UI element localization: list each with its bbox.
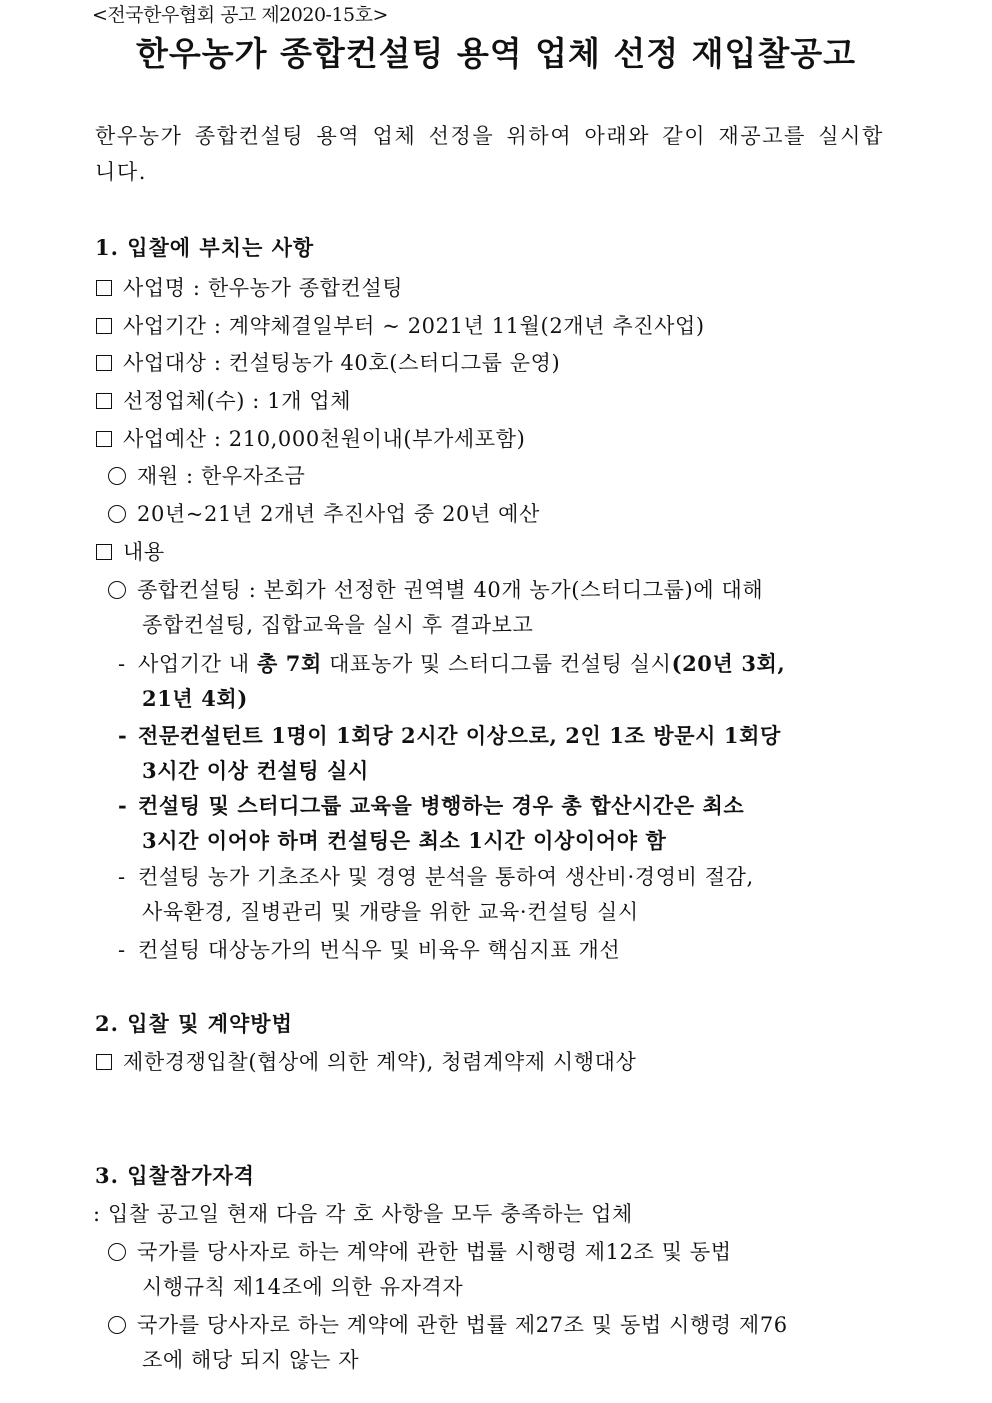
square-bullet-icon	[96, 393, 112, 409]
dash-bullet-icon: -	[118, 723, 128, 748]
detail-item-2-continuation: 3시간 이상 컨설팅 실시	[142, 758, 369, 783]
contract-method-item: 제한경쟁입찰(협상에 의한 계약), 청렴계약제 시행대상	[96, 1046, 636, 1076]
project-target-item: 사업대상 : 컨설팅농가 40호(스터디그룹 운영)	[96, 347, 560, 377]
section3-heading: 3. 입찰참가자격	[95, 1163, 255, 1188]
square-bullet-icon	[96, 1054, 112, 1070]
budget-source-item: 재원 : 한우자조금	[108, 460, 305, 490]
circle-bullet-icon	[108, 505, 126, 523]
selected-count-item: 선정업체(수) : 1개 업체	[96, 385, 351, 415]
square-bullet-icon	[96, 280, 112, 296]
qualification-item-2-continuation: 조에 해당 되지 않는 자	[142, 1348, 360, 1372]
content-main-item: 종합컨설팅 : 본회가 선정한 권역별 40개 농가(스터디그룹)에 대해	[108, 574, 763, 604]
dash-bullet-icon: -	[118, 865, 126, 889]
project-name-item: 사업명 : 한우농가 종합컨설팅	[96, 272, 403, 302]
section2-heading: 2. 입찰 및 계약방법	[95, 1011, 293, 1036]
detail-item-1-continuation: 21년 4회)	[142, 686, 248, 711]
qualification-lead: : 입찰 공고일 현재 다음 각 호 사항을 모두 충족하는 업체	[93, 1202, 633, 1226]
qualification-item-1-continuation: 시행규칙 제14조에 의한 유자격자	[142, 1275, 464, 1299]
dash-bullet-icon: -	[118, 652, 126, 676]
circle-bullet-icon	[108, 467, 126, 485]
detail-item-2: - 전문컨설턴트 1명이 1회당 2시간 이상으로, 2인 1조 방문시 1회당	[118, 723, 781, 748]
page-title: 한우농가 종합컨설팅 용역 업체 선정 재입찰공고	[135, 34, 856, 73]
circle-bullet-icon	[108, 581, 126, 599]
intro-paragraph: 한우농가 종합컨설팅 용역 업체 선정을 위하여 아래와 같이 재공고를 실시합니다.	[95, 124, 884, 184]
dash-bullet-icon: -	[118, 793, 128, 818]
qualification-item-2: 국가를 당사자로 하는 계약에 관한 법률 제27조 및 동법 시행령 제76	[108, 1309, 788, 1339]
circle-bullet-icon	[108, 1243, 126, 1261]
budget-item: 사업예산 : 210,000천원이내(부가세포함)	[96, 423, 525, 453]
qualification-item-1: 국가를 당사자로 하는 계약에 관한 법률 시행령 제12조 및 동법	[108, 1236, 732, 1266]
detail-item-4: - 컨설팅 농가 기초조사 및 경영 분석을 통하여 생산비·경영비 절감,	[118, 865, 754, 889]
square-bullet-icon	[96, 355, 112, 371]
square-bullet-icon	[96, 431, 112, 447]
project-period-item: 사업기간 : 계약체결일부터 ~ 2021년 11월(2개년 추진사업)	[96, 310, 705, 340]
content-label-item: 내용	[96, 536, 165, 566]
detail-item-3-continuation: 3시간 이어야 하며 컨설팅은 최소 1시간 이상이어야 함	[142, 828, 667, 853]
section1-heading: 1. 입찰에 부치는 사항	[95, 235, 315, 260]
dash-bullet-icon: -	[118, 938, 126, 962]
detail-item-5: - 컨설팅 대상농가의 번식우 및 비육우 핵심지표 개선	[118, 938, 621, 962]
detail-item-4-continuation: 사육환경, 질병관리 및 개량을 위한 교육·컨설팅 실시	[142, 900, 639, 924]
budget-note-item: 20년~21년 2개년 추진사업 중 20년 예산	[108, 498, 540, 528]
notice-number: <전국한우협회 공고 제2020-15호>	[92, 4, 388, 26]
content-main-continuation: 종합컨설팅, 집합교육을 실시 후 결과보고	[142, 613, 534, 637]
detail-item-3: - 컨설팅 및 스터디그룹 교육을 병행하는 경우 총 합산시간은 최소	[118, 793, 745, 818]
square-bullet-icon	[96, 544, 112, 560]
square-bullet-icon	[96, 318, 112, 334]
circle-bullet-icon	[108, 1316, 126, 1334]
detail-item-1: - 사업기간 내 총 7회 대표농가 및 스터디그룹 컨설팅 실시(20년 3회,	[118, 651, 786, 676]
